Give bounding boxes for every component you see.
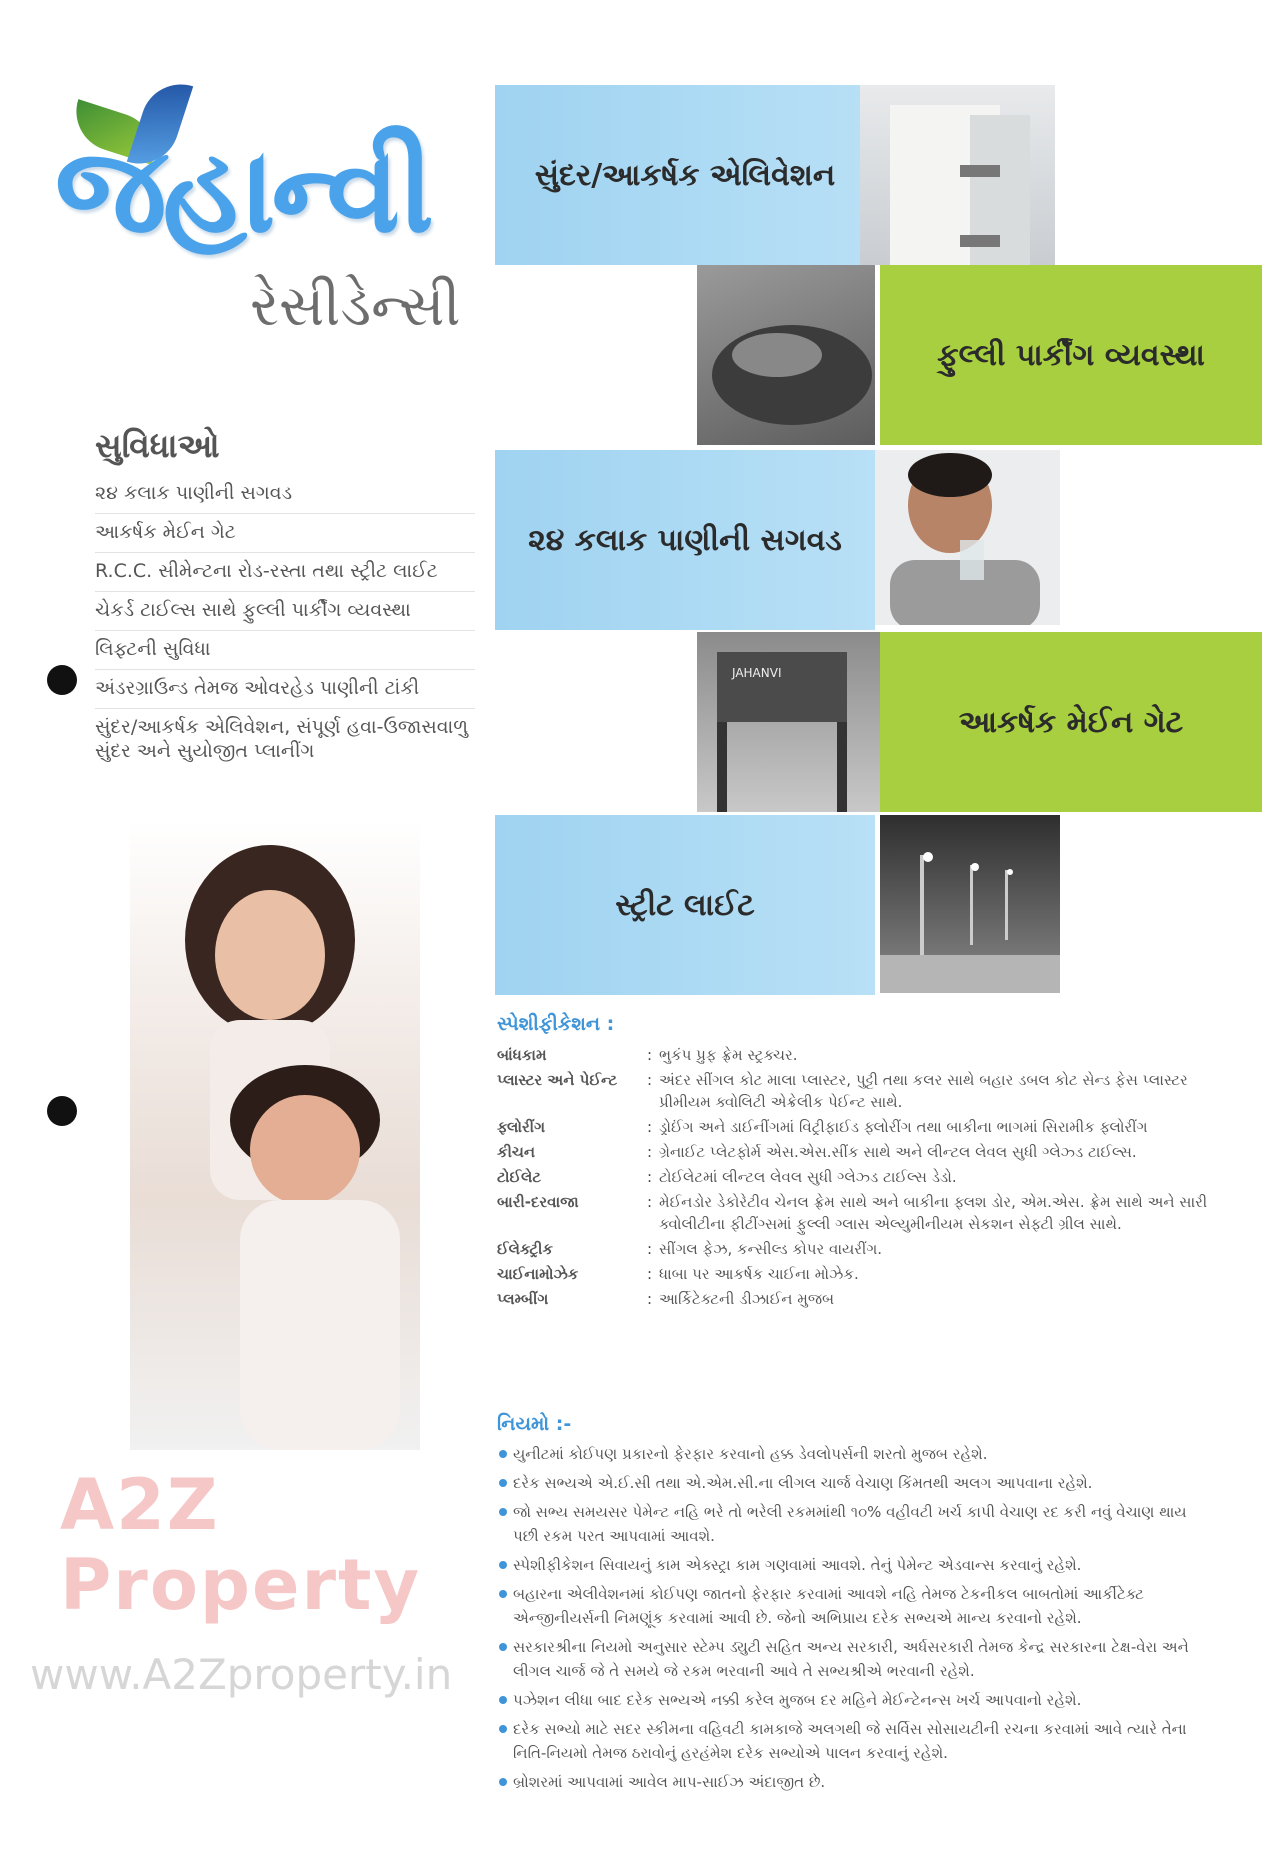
feature-parking xyxy=(880,265,1262,445)
amenity-item: અંડરગ્રાઉન્ડ તેમજ ઓવરહેડ પાણીની ટાંકી xyxy=(95,670,475,709)
spec-colon: : xyxy=(647,1143,653,1161)
feature-street-light xyxy=(495,815,875,995)
spec-colon: : xyxy=(647,1071,653,1089)
spec-row xyxy=(497,1263,1217,1285)
gate-sign: JAHANVI xyxy=(732,666,782,680)
spec-colon: : xyxy=(647,1193,653,1211)
spec-value: મેઈનડોર ડેકોરેટીવ ચેનલ ફ્રેમ સાથે અને બાકીના ફ્લશ ડોર, એમ.એસ. ફ્રેમ સાથે અને સારી ક્વોલીટીના ફીટીંગ્સમાં ફુલ્લી ગ્લાસ એલ્યુમીનીયમ સેકશન સેફ્ટી ગ્રીલ સાથે. xyxy=(659,1193,1208,1233)
watermark-logo-text: A2Z Property xyxy=(60,1464,422,1626)
amenity-item: સુંદર/આકર્ષક એલિવેશન, સંપૂર્ણ હવા-ઉજાસવાળુ સુંદર અને સુયોજીત પ્લાનીંગ xyxy=(95,716,469,762)
spec-label: બારી-દરવાજા xyxy=(497,1193,579,1211)
spec-label: પ્લાસ્ટર અને પેઈન્ટ xyxy=(497,1071,618,1089)
rule-item: બહારના એલીવેશનમાં કોઈપણ જાતનો ફેરફાર કરવામાં આવશે નહિ તેમજ ટેકનીકલ બાબતોમાં આર્કીટેક્ટ એન્જીનીયર્સની નિમણૂંક કરવામાં આવી છે. જેનો અભિપ્રાય દરેક સભ્યએ માન્ય કરવાનો રહેશે. xyxy=(497,1582,1209,1630)
spec-value: અંદર સીંગલ કોટ માલા પ્લાસ્ટર, પુટ્ટી તથા કલર સાથે બહાર ડબલ કોટ સેન્ડ ફેસ પ્લાસ્ટર પ્રીમીયમ ક્વોલિટી એક્રેલીક પેઈન્ટ સાથે. xyxy=(659,1071,1188,1111)
rule-item: જો સભ્ય સમયસર પેમેન્ટ નહિ ભરે તો ભરેલી રકમમાંથી ૧૦% વહીવટી ખર્ચ કાપી વેચાણ રદ કરી નવું વેચાણ થાય પછી રકમ પરત આપવામાં આવશે. xyxy=(497,1500,1209,1548)
photo-man-drinking xyxy=(875,450,1060,625)
spec-label: ટોઈલેટ xyxy=(497,1168,542,1186)
amenities-list xyxy=(95,475,475,771)
specifications xyxy=(497,1012,1217,1313)
rule-item: દરેક સભ્યો માટે સદર સ્કીમના વહિવટી કામકાજે અલગથી જે સર્વિસ સોસાયટીની રચના કરવામાં આવે ત્યારે તેના નિતિ-નિયમો તેમજ ઠરાવોનું હરહંમેશ દરેક સભ્યોએ પાલન કરવાનું રહેશે. xyxy=(497,1717,1209,1765)
spec-label: પ્લમ્બીંગ xyxy=(497,1290,549,1308)
spec-label: બાંધકામ xyxy=(497,1046,547,1064)
spec-value: ડ્રોઈંગ અને ડાઈનીંગમાં વિટ્રીફાઈડ ફ્લોરીંગ તથા બાકીના ભાગમાં સિરામીક ફ્લોરીંગ xyxy=(659,1118,1148,1136)
brand-name: જહાન્વી xyxy=(55,121,430,259)
spec-row xyxy=(497,1069,1217,1113)
rule-item: સ્પેશીફીકેશન સિવાયનું કામ એક્સ્ટ્રા કામ ગણવામાં આવશે. તેનું પેમેન્ટ એડવાન્સ કરવાનું રહેશે. xyxy=(497,1553,1209,1577)
punch-hole xyxy=(47,665,77,695)
spec-value: ભુકંપ પ્રુફ ફ્રેમ સ્ટ્રક્ચર. xyxy=(659,1046,798,1064)
spec-value: ટોઈલેટમાં લીન્ટલ લેવલ સુધી ગ્લેઝ્ડ ટાઈલ્સ ડેડો. xyxy=(659,1168,957,1186)
specs-title: સ્પેશીફીકેશન : xyxy=(497,1013,615,1035)
rule-item: બ્રોશરમાં આપવામાં આવેલ માપ-સાઈઝ અંદાજીત છે. xyxy=(497,1770,1209,1794)
feature-main-gate xyxy=(880,632,1262,812)
watermark-logo xyxy=(60,1465,480,1625)
feature-label: ૨૪ કલાક પાણીની સગવડ xyxy=(528,522,842,558)
rules-list xyxy=(497,1442,1209,1799)
spec-value: સીંગલ ફેઝ, કન્સીલ્ડ કોપર વાયરીંગ. xyxy=(659,1240,883,1258)
rule-item: દરેક સભ્યએ એ.ઈ.સી તથા એ.એમ.સી.ના લીગલ ચાર્જ વેચાણ કિંમતથી અલગ આપવાના રહેશે. xyxy=(497,1471,1209,1495)
amenity-item: આકર્ષક મેઈન ગેટ xyxy=(95,514,475,553)
watermark-url: www.A2Zproperty.in xyxy=(30,1650,453,1699)
amenity-item: ચેકર્ડ ટાઈલ્સ સાથે ફુલ્લી પાર્કીંગ વ્યવસ્થા xyxy=(95,592,475,631)
feature-elevation xyxy=(495,85,875,265)
spec-colon: : xyxy=(647,1118,653,1136)
spec-row xyxy=(497,1288,1217,1310)
photo-building xyxy=(860,85,1055,265)
spec-row xyxy=(497,1166,1217,1188)
spec-row xyxy=(497,1116,1217,1138)
spec-value: આર્કિટેક્ટની ડીઝાઈન મુજબ xyxy=(659,1290,835,1308)
brand-subtitle: રેસીડેન્સી xyxy=(250,274,461,339)
feature-water xyxy=(495,450,875,630)
spec-label: ફ્લોરીંગ xyxy=(497,1118,546,1136)
amenities-title: સુવિધાઓ xyxy=(95,426,220,465)
spec-colon: : xyxy=(647,1290,653,1308)
spec-colon: : xyxy=(647,1046,653,1064)
spec-row xyxy=(497,1191,1217,1235)
amenity-item: ૨૪ કલાક પાણીની સગવડ xyxy=(95,475,475,514)
feature-label: ફુલ્લી પાર્કીંગ વ્યવસ્થા xyxy=(937,337,1205,373)
rules-title: નિયમો :- xyxy=(497,1413,572,1435)
spec-label: ઈલેક્ટ્રીક xyxy=(497,1240,553,1258)
spec-colon: : xyxy=(647,1265,653,1283)
photo-main-gate xyxy=(697,632,880,812)
spec-colon: : xyxy=(647,1240,653,1258)
spec-label: કીચન xyxy=(497,1143,536,1161)
photo-car xyxy=(697,265,875,445)
spec-row xyxy=(497,1141,1217,1163)
feature-label: આકર્ષક મેઈન ગેટ xyxy=(958,704,1184,740)
photo-girls xyxy=(130,820,420,1450)
rule-item: પઝેશન લીધા બાદ દરેક સભ્યએ નક્કી કરેલ મુજબ દર મહિને મેઈન્ટેનન્સ ખર્ચ આપવાનો રહેશે. xyxy=(497,1688,1209,1712)
rule-item: સરકારશ્રીના નિયમો અનુસાર સ્ટેમ્પ ડ્યુટી સહિત અન્ય સરકારી, અર્ધસરકારી તેમજ કેન્દ્ર સરકારના ટેક્ષ-વેરા અને લીગલ ચાર્જ જે તે સમયે જે રકમ ભરવાની આવે તે સભ્યશ્રીએ ભરવાની રહેશે. xyxy=(497,1635,1209,1683)
spec-value: ગ્રેનાઈટ પ્લેટફોર્મ એસ.એસ.સીંક સાથે અને લીન્ટલ લેવલ સુધી ગ્લેઝ્ડ ટાઈલ્સ. xyxy=(659,1143,1137,1161)
spec-row xyxy=(497,1238,1217,1260)
rule-item: યુનીટમાં કોઈપણ પ્રકારનો ફેરફાર કરવાનો હક્ક ડેવલોપર્સની શરતો મુજબ રહેશે. xyxy=(497,1442,1209,1466)
spec-colon: : xyxy=(647,1168,653,1186)
amenity-item: લિફ્ટની સુવિધા xyxy=(95,631,475,670)
spec-label: ચાઈનામોઝેક xyxy=(497,1265,579,1283)
punch-hole xyxy=(47,1096,77,1126)
feature-label: સ્ટ્રીટ લાઈટ xyxy=(615,887,755,923)
feature-label: સુંદર/આકર્ષક એલિવેશન xyxy=(534,157,836,193)
photo-street-lights xyxy=(880,815,1060,993)
amenity-item: R.C.C. સીમેન્ટના રોડ-રસ્તા તથા સ્ટ્રીટ લાઈટ xyxy=(95,553,475,592)
spec-value: ધાબા પર આકર્ષક ચાઈના મોઝેક. xyxy=(659,1265,859,1283)
spec-row xyxy=(497,1044,1217,1066)
